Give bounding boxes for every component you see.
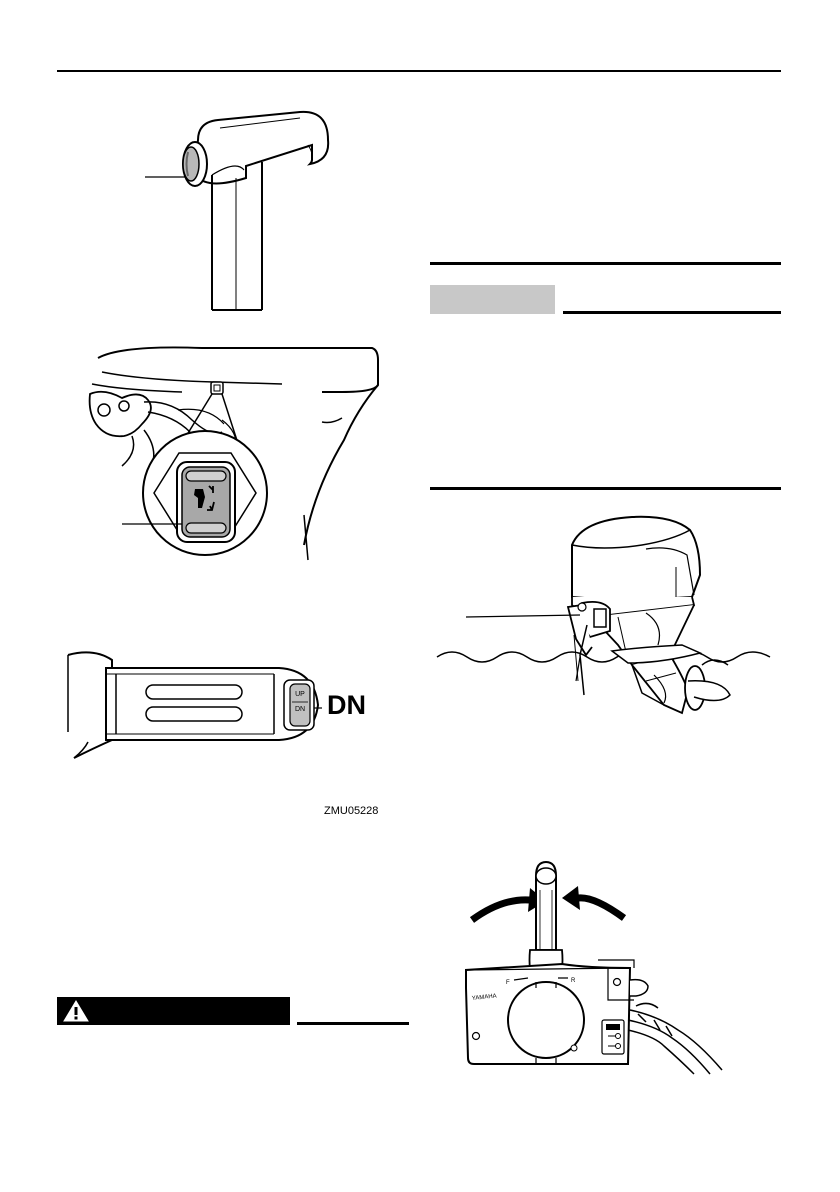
f-label: F — [506, 980, 510, 986]
tilt-button — [183, 147, 199, 181]
up-label: UP — [295, 691, 305, 698]
tilt-switch-handle-figure — [140, 100, 340, 325]
r-label: R — [571, 978, 576, 984]
warning-header-bar — [57, 997, 290, 1025]
notice-side-rule — [563, 311, 781, 314]
notice-header-bar — [430, 285, 555, 314]
dn-callout-label: DN — [327, 690, 366, 720]
warning-side-rule — [297, 1022, 409, 1025]
header-rule — [57, 70, 781, 72]
dn-small-label: DN — [294, 706, 306, 713]
warning-triangle-icon — [62, 999, 90, 1023]
trim-switch-icon — [606, 1024, 620, 1030]
remote-control-box-figure — [458, 860, 728, 1080]
image-code: ZMU05228 — [324, 805, 379, 817]
notice-top-rule — [430, 262, 781, 265]
right-arrow-icon — [562, 886, 580, 910]
outboard-in-water-figure — [432, 505, 782, 720]
cowling-switch-figure — [82, 340, 392, 570]
tiller-grip-figure — [64, 640, 324, 770]
notice-bottom-rule — [430, 487, 781, 490]
brand-text: YAMAHA — [471, 993, 497, 1002]
